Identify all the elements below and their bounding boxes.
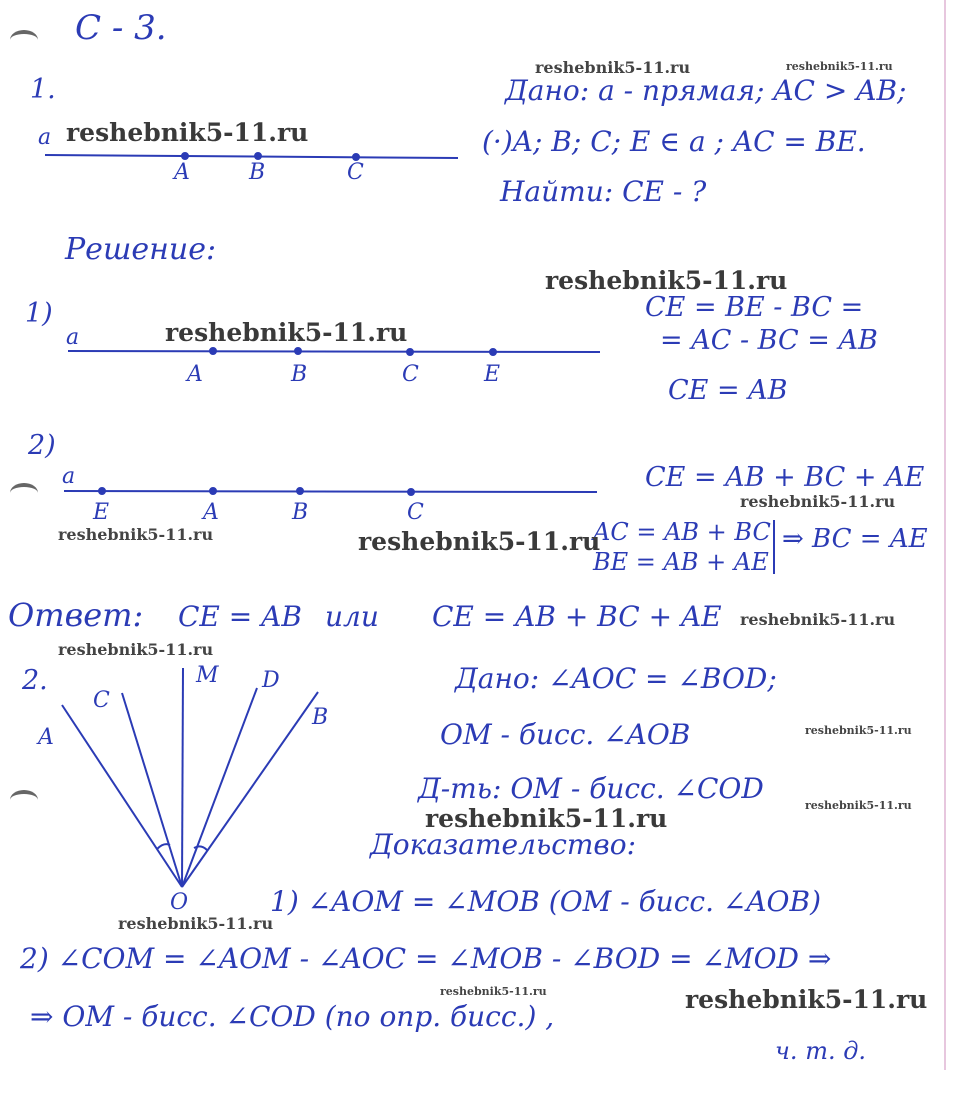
task1-find: Найти: CE - ? [500, 175, 707, 208]
case2-number: 2) [28, 430, 56, 461]
page-title: С - 3. [75, 8, 167, 48]
answer-part1: CE = AB [178, 600, 302, 633]
fig2-label-b: B [291, 362, 308, 387]
proof-step1: 1) ∠AOM = ∠MOB (OM - бисс. ∠AOB) [270, 885, 822, 918]
case1-number: 1) [25, 298, 53, 329]
case1-eq2: = AC - BC = AB [660, 325, 878, 356]
watermark: reshebnik5-11.ru [58, 525, 214, 544]
fig3-point-c [408, 489, 414, 495]
watermark: reshebnik5-11.ru [545, 266, 788, 295]
fig1-point-a [182, 153, 188, 159]
watermark: reshebnik5-11.ru [786, 60, 893, 73]
task1-number: 1. [30, 74, 56, 105]
watermark: reshebnik5-11.ru [425, 804, 668, 833]
fig3-line-label: a [62, 464, 76, 489]
fig2-line [68, 351, 600, 352]
fig2-point-e [490, 349, 496, 355]
fig2-point-b [295, 348, 301, 354]
solution-label: Решение: [65, 232, 217, 267]
ray-label-c: C [93, 688, 110, 713]
fig3-label-a: A [203, 500, 219, 525]
fig2-point-c [407, 349, 413, 355]
proof-step2: 2) ∠COM = ∠AOM - ∠AOC = ∠MOB - ∠BOD = ∠MOD ⇒ [20, 942, 832, 975]
watermark: reshebnik5-11.ru [58, 640, 214, 659]
task2-given-1: Дано: ∠AOC = ∠BOD; [455, 662, 777, 695]
task2-prove: Д-ть: OM - бисс. ∠COD [418, 772, 764, 805]
system-bar [773, 520, 775, 574]
fig3-point-a [210, 488, 216, 494]
task1-given-2: (·)A; B; C; E ∈ a ; AC = BE. [482, 125, 866, 158]
answer-part2: CE = AB + BC + AE [432, 600, 722, 633]
fig3-label-e: E [93, 500, 110, 525]
task2-given-2: OM - бисс. ∠AOB [440, 718, 691, 751]
watermark: reshebnik5-11.ru [805, 799, 912, 812]
watermark: reshebnik5-11.ru [118, 914, 274, 933]
watermark: reshebnik5-11.ru [685, 985, 928, 1014]
watermark: reshebnik5-11.ru [740, 492, 896, 511]
fig3-line [64, 491, 597, 492]
case1-eq1: CE = BE - BC = [645, 292, 864, 323]
fig2-point-a [210, 348, 216, 354]
ray-label-d: D [262, 668, 280, 693]
ray-ob [182, 692, 318, 887]
fig2-label-e: E [484, 362, 501, 387]
fig3-point-e [99, 488, 105, 494]
fig1-label-c: C [347, 160, 364, 185]
fig3-point-b [297, 488, 303, 494]
fig1-line-label: a [38, 125, 52, 150]
watermark: reshebnik5-11.ru [535, 58, 691, 77]
case2-system-1: AC = AB + BC [593, 518, 771, 546]
fig1-point-b [255, 153, 261, 159]
watermark: reshebnik5-11.ru [740, 610, 896, 629]
case2-eq1: CE = AB + BC + AE [645, 462, 925, 493]
angle-arc-left [157, 844, 170, 849]
fig2-label-a: A [187, 362, 203, 387]
watermark: reshebnik5-11.ru [358, 527, 601, 556]
ray-oa [62, 705, 182, 887]
fig3-label-b: B [292, 500, 309, 525]
answer-or: или [325, 600, 379, 633]
ray-label-a: A [38, 725, 54, 750]
fig1-label-a: A [174, 160, 190, 185]
case2-system-2: BE = AB + AE [593, 548, 769, 576]
fig2-label-c: C [402, 362, 419, 387]
ray-label-b: B [312, 705, 329, 730]
proof-label: Доказательство: [370, 828, 637, 861]
ray-label-m: M [196, 663, 219, 688]
fig1-label-b: B [249, 160, 266, 185]
ray-od [182, 688, 257, 887]
ray-om [182, 668, 183, 887]
ray-oc [122, 693, 182, 887]
vertex-label-o: O [170, 890, 189, 915]
proof-step3: ⇒ OM - бисс. ∠COD (по опр. бисс.) , [30, 1000, 555, 1033]
qed: ч. т. д. [775, 1037, 867, 1065]
watermark: reshebnik5-11.ru [66, 118, 309, 147]
case2-implies: ⇒ BC = AE [782, 524, 928, 554]
fig3-label-c: C [407, 500, 424, 525]
watermark: reshebnik5-11.ru [440, 985, 547, 998]
answer-label: Ответ: [8, 596, 144, 634]
case1-result: CE = AB [668, 375, 788, 406]
watermark: reshebnik5-11.ru [165, 318, 408, 347]
fig1-line [45, 155, 458, 158]
watermark: reshebnik5-11.ru [805, 724, 912, 737]
fig2-line-label: a [66, 325, 80, 350]
task2-number: 2. [22, 665, 48, 696]
task1-given-1: Дано: a - прямая; AC > AB; [505, 74, 907, 107]
